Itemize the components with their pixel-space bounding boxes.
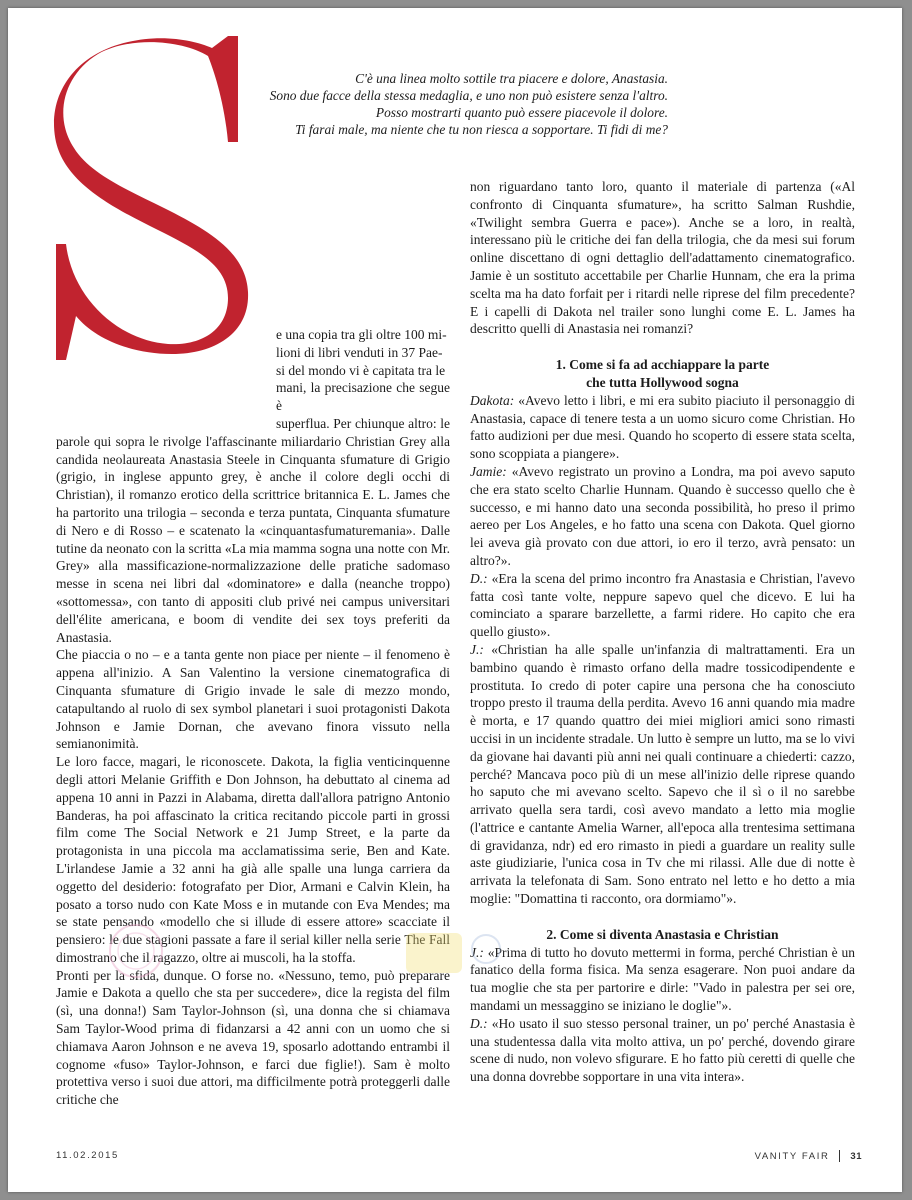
epigraph-line: Sono due facce della stessa medaglia, e uno non può esistere senza l'altro. xyxy=(269,88,668,103)
intro-line: mani, la precisazione che segue è xyxy=(276,380,450,414)
answer-text: «Avevo registrato un provino a Londra, ma poi avevo saputo che era stato scelto Charlie Hunnam. Quando è successo quello che è successo, e mi hanno dato una seconda possibilità, ho preso il primo aereo per Los Angeles, e ho fatto una scena con Dakota. Quel giorno lei aveva già provato con due attori, io ero il terzo, avrà pensato: un altro?». xyxy=(470,463,855,568)
answer-text: «Era la scena del primo incontro fra Anastasia e Christian, l'avevo fatta così tante volte, neppure sapevo quel che dicevo. E lui ha cominciato a sparare barzellette, a farmi ridere. Ho capito che era quello giusto». xyxy=(470,570,855,640)
intro-line: superflua. xyxy=(276,415,330,431)
interview-answer xyxy=(470,1015,855,1086)
magazine-page xyxy=(8,8,902,1192)
intro-paragraph-rest: Per chiunque altro: le parole qui sopra le rivolge l'affascinante miliardario Christian Grey alla candida neolaureata Anastasia Steele in Cinquanta sfumature di Grigio (grigio, in inglese appunto grey, è anche il colore degli occhi di Christian), il romanzo erotico della scrittrice britannica E. L. James che ha partorito una trilogia – seconda e terza puntata, Cinquanta sfumature di Nero e di Rosso – e scatenato la «cinquantasfumaturemania». Dalle tutine da neonato con la scritta «La mia mamma sogna una notte con Mr. Grey» alla massificazione-normalizzazione delle pratiche sadomaso messe in scena nei libri dal «dominatore» e dalla (neanche troppo) «sottomessa», con tanto di appositi club privé nei campus universitari dell'élite americana, e boom di vendite dei sex toys preferiti da Anastasia. xyxy=(56,415,450,645)
epigraph-line: Ti farai male, ma niente che tu non riesca a sopportare. Ti fidi di me? xyxy=(295,122,668,137)
body-paragraph: Pronti per la sfida, dunque. O forse no. «Nessuno, temo, può preparare Jamie e Dakota a quello che sta per succedere», dice la regista del film (sì, una donna!) Sam Taylor-Johnson (sì, una donna che si chiamava Sam Taylor-Wood prima di fidanzarsi a 42 anni con un uomo che si chiamava Aaron Johnson e ne aveva 19, sposarlo adottando entrambi il cognome «fuso» Taylor-Johnson, e farci due figlie!). Sam è molto protettiva verso i suoi due attori, ma difficilmente potrà proteggerli dalle critiche che xyxy=(56,967,450,1108)
intro-line: si del mondo vi è capitata tra le xyxy=(276,362,446,378)
answer-text: «Avevo letto i libri, e mi era subito piaciuto il personaggio di Anastasia, capace di tenere testa a un uomo sicuro come Christian. Ho fatto audizioni per due mesi. Quando ho scoperto di essere stata scelta, sono scoppiata a piangere». xyxy=(470,392,855,462)
interview-answer xyxy=(470,392,855,463)
body-paragraph: non riguardano tanto loro, quanto il materiale di partenza («Al confronto di Cinquanta sfumature», ha scritto Salman Rushdie, «Twilight sembra Guerra e pace»). Anche se a loro, in realtà, interessano più le critiche dei fan della trilogia, che da mesi sui forum online discettano di ogni dettaglio dell'adattamento cinematografico. Jamie è un sostituto accettabile per Charlie Hunnam, che era la prima scelta ma ha dato forfait per i ritardi nelle riprese del film precedente? E i capelli di Dakota nel trailer sono lunghi come E. L. James ha descritto quelli di Anastasia nei romanzi? xyxy=(470,179,855,337)
footer-magazine xyxy=(755,1150,862,1162)
interview-answer xyxy=(470,570,855,641)
dropcap-letter-s xyxy=(32,34,277,366)
issue-date: 11.02.2015 xyxy=(56,1150,119,1161)
answer-text: «Christian ha alle spalle un'infanzia di maltrattamenti. Era un bambino quando è rimasto orfano della madre tossicodipendente e prostituta. Io credo di poter capire una persona che ha conosciuto troppo presto il trauma della perdita. Avevo 16 anni quando mia madre è morta, e 17 quando quattro dei miei migliori amici sono rimasti uccisi in un incidente stradale. Un lutto è sempre un lutto, ma se lo vivi da giovane hai davanti più anni nei quali continuare a chiederti: cazzo, perché? Mancava poco più di un mese all'inizio delle riprese quando ho saputo che mi avevano scelto. Sapevo che il sì o il no sarebbe arrivato quella sera tardi, così avevo mandato a letto mia moglie (l'attrice e cantante Amelia Warner, all'epoca alla trentesima settimana di gravidanza, ndr) ed ero rimasto in piedi a guardare un reality sulle aste giudiziarie, l'unica cosa in Tv che mi rilassi. Alle due di notte è arrivata la telefonata di Sam. Sono entrato nel letto e ho detto a mia moglie: "Domattina ti racconto, ora dormiamo"». xyxy=(470,641,855,907)
section-heading-2 xyxy=(470,926,855,944)
speaker-label: J.: xyxy=(470,944,484,960)
section-heading-line: che tutta Hollywood sogna xyxy=(586,374,739,390)
speaker-label: D.: xyxy=(470,570,488,586)
answer-text: «Ho usato il suo stesso personal trainer, un po' perché Anastasia è una studentessa dalla vita molto attiva, un po' perché, dovendo girare scene di nudo, non volevo sfigurare. E ho fatto più ceretti di quelle che una donna dovrebbe sopportare in una vita intera». xyxy=(470,1015,855,1085)
intro-paragraph xyxy=(56,326,450,646)
intro-line: lioni di libri venduti in 37 Pae- xyxy=(276,344,443,360)
speaker-label: D.: xyxy=(470,1015,488,1031)
epigraph-line: C'è una linea molto sottile tra piacere e dolore, Anastasia. xyxy=(355,71,668,86)
interview-answer xyxy=(470,463,855,570)
footer-divider xyxy=(839,1150,840,1162)
section-heading-1 xyxy=(470,356,855,392)
right-column xyxy=(470,178,855,1086)
speaker-label: Jamie: xyxy=(470,463,507,479)
epigraph xyxy=(248,70,668,138)
speaker-label: J.: xyxy=(470,641,484,657)
interview-answer xyxy=(470,641,855,908)
section-heading-line: 1. Come si fa ad acchiappare la parte xyxy=(555,357,770,373)
magazine-name: VANITY FAIR xyxy=(754,1150,830,1162)
intro-line: e una copia tra gli oltre 100 mi- xyxy=(276,327,447,342)
left-column xyxy=(56,326,450,1109)
page-number: 31 xyxy=(850,1150,862,1162)
speaker-label: Dakota: xyxy=(470,392,515,408)
body-paragraph: Le loro facce, magari, le riconoscete. Dakota, la figlia venticinquenne degli attori Melanie Griffith e Don Johnson, ha debuttato al cinema ad appena 10 anni in Pazzi in Alabama, diretta dall'allora patrigno Antonio Banderas, ha poi affascinato la critica recitando piccole parti in grossi film come The Social Network e 21 Jump Street, e la parte da protagonista in una piccola ma acclamatissima serie, Ben and Kate. L'irlandese Jamie a 32 anni ha già alle spalle una lunga carriera da oggetto del desiderio: fotografato per Dior, Armani e Calvin Klein, ha posato a torso nudo con Kate Moss e in mutande con Eva Mendes; ma se state pensando «modello che si illude di essere attore» scacciate il pensiero: le due stagioni passate a fare il serial killer nella serie The Fall dimostrano che il ragazzo, oltre ai muscoli, ha la stoffa. xyxy=(56,754,450,965)
epigraph-line: Posso mostrarti quanto può essere piacevole il dolore. xyxy=(375,105,668,120)
body-paragraph: Che piaccia o no – e a tanta gente non piace per niente – il fenomeno è appena all'inizio. A San Valentino la versione cinematografica di Cinquanta sfumature di Grigio invade le sale di mezzo mondo, catapultando al ruolo di sex symbol planetari i suoi protagonisti Dakota Johnson e Jamie Dornan, che avevano finora vissuto nella semianonimità. xyxy=(56,647,450,752)
interview-answer xyxy=(470,944,855,1015)
answer-text: «Prima di tutto ho dovuto mettermi in forma, perché Christian è un fanatico della forma fisica. Ma senza esagerare. Non puoi andare da tua moglie che sta per partorire e dirle: "Vado in palestra per sei ore, mandami un messaggino se iniziano le doglie"». xyxy=(470,944,855,1014)
section-heading-line: 2. Come si diventa Anastasia e Christian xyxy=(546,926,779,942)
